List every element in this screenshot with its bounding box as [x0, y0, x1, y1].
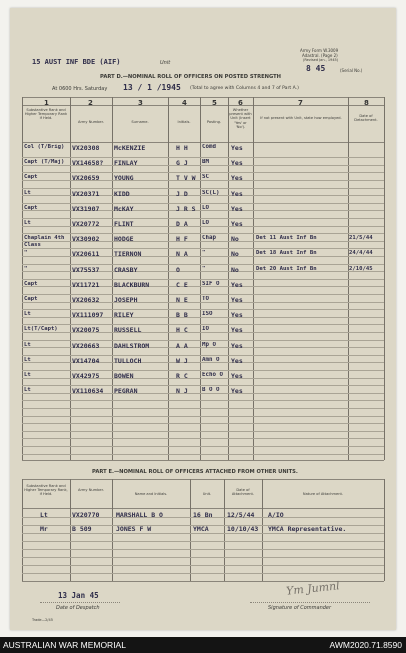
col-header-posting: Posting.	[206, 120, 222, 124]
cell-rank: Col (T/Brig)	[24, 144, 65, 150]
signature-label: Signature of Commander	[268, 605, 332, 611]
cell-surname: McKENZIE	[114, 144, 146, 152]
cell-initials: J D	[176, 189, 188, 198]
cell-present: Yes	[231, 174, 243, 183]
cell-employment: Det 11 Aust Inf Bn	[256, 235, 317, 242]
cell-detachment-date: 21/5/44	[349, 235, 373, 242]
e-cell-army-number: VX20770	[72, 511, 100, 519]
cell-posting: "	[202, 250, 206, 257]
cell-posting: Chap	[202, 235, 216, 242]
cell-surname: BOWEN	[114, 372, 134, 380]
cell-posting: B O O	[202, 387, 220, 394]
col-number-1: 1	[44, 99, 49, 107]
cell-rank: Capt	[24, 204, 38, 211]
col-number-6: 6	[238, 99, 243, 107]
cell-present: Yes	[231, 356, 243, 365]
cell-present: Yes	[231, 387, 243, 396]
col-number-5: 5	[212, 99, 217, 107]
cell-initials: B B	[176, 311, 188, 320]
at-prefix: At 0600 Hrs. Saturday	[52, 86, 108, 92]
cell-rank: Lt	[24, 341, 31, 348]
cell-rank: Lt(T/Capt)	[24, 326, 58, 333]
cell-surname: KIDD	[114, 189, 130, 198]
cell-present: Yes	[231, 189, 243, 198]
cell-rank: "	[24, 265, 28, 272]
cell-rank: "	[24, 250, 28, 257]
cell-rank: Lt	[24, 311, 31, 318]
cell-rank: Lt	[24, 356, 31, 363]
cell-initials: G J	[176, 159, 188, 168]
cell-army-number: VX110634	[72, 387, 104, 396]
cell-present: No	[231, 265, 239, 274]
cell-initials: N J	[176, 387, 188, 396]
cell-army-number: VX31907	[72, 204, 100, 213]
cell-army-number: VX11721	[72, 280, 100, 289]
col-number-3: 3	[138, 99, 143, 107]
cell-present: Yes	[231, 311, 243, 320]
cell-posting: TO	[202, 296, 209, 302]
e-header-nature: Nature of Attachment.	[302, 492, 344, 496]
cell-present: Yes	[231, 204, 243, 213]
e-cell-unit: YMCA	[193, 525, 209, 533]
cell-army-number: VX20659	[72, 174, 100, 183]
cell-present: Yes	[231, 220, 243, 228]
cell-detachment-date: 24/4/44	[349, 250, 373, 257]
cell-rank: Capt (T/Maj)	[24, 159, 65, 166]
cell-army-number: VX14658?	[72, 159, 104, 168]
cell-posting: LO	[202, 204, 209, 211]
cell-initials: H F	[176, 235, 188, 244]
cell-initials: H C	[176, 326, 188, 335]
cell-surname: YOUNG	[114, 174, 134, 183]
cell-initials: A A	[176, 341, 188, 350]
cell-surname: McKAY	[114, 204, 134, 213]
e-cell-army-number: B 509	[72, 525, 92, 533]
e-header-rank: Substantive Rank and Higher Temporary Rank, if Held.	[24, 484, 68, 497]
cell-present: Yes	[231, 326, 243, 335]
e-cell-nature: YMCA Representative.	[268, 525, 347, 533]
cell-initials: T V W	[176, 174, 196, 183]
cell-posting: Echo O	[202, 372, 223, 378]
cell-present: Yes	[231, 280, 243, 289]
e-header-army-number: Army Number.	[78, 488, 104, 492]
cell-initials: N A	[176, 250, 188, 259]
e-cell-date: 12/5/44	[227, 511, 255, 519]
cell-army-number: VX111097	[72, 311, 104, 320]
cell-surname: CRASBY	[114, 265, 138, 274]
cell-army-number: VX14704	[72, 356, 100, 365]
cell-surname: HODGE	[114, 235, 134, 244]
cell-present: Yes	[231, 372, 243, 380]
despatch-label: Date of Despatch	[56, 605, 100, 611]
col-number-4: 4	[182, 99, 187, 107]
cell-army-number: VX20772	[72, 220, 100, 228]
cell-initials: O	[176, 265, 180, 274]
cell-present: Yes	[231, 296, 243, 304]
col-header-initials: Initials.	[177, 120, 191, 124]
commander-signature: Ym Jumnl	[285, 579, 341, 598]
e-cell-nature: A/IO	[268, 511, 284, 519]
cell-army-number: VX75537	[72, 265, 100, 274]
cell-present: No	[231, 250, 239, 259]
cell-surname: DAHLSTROM	[114, 341, 150, 350]
cell-army-number: VX20632	[72, 296, 100, 304]
cell-initials: N E	[176, 296, 188, 304]
col-header-employed: If not present with Unit, state how employed.	[260, 116, 342, 120]
cell-army-number: VX20663	[72, 341, 100, 350]
cell-posting: IO	[202, 326, 209, 333]
part-d-title: PART D.—NOMINAL ROLL OF OFFICERS ON POSTED STRENGTH	[100, 74, 282, 80]
cell-army-number: VX20308	[72, 144, 100, 152]
col-header-present: Whether present with Unit (Insert 'Yes' or 'No').	[229, 108, 252, 129]
print-code: Trade—2/45	[32, 618, 53, 622]
cell-rank: Capt	[24, 174, 38, 181]
cell-initials: R C	[176, 372, 188, 380]
cell-surname: BLACKBURN	[114, 280, 150, 289]
footer-institution: AUSTRALIAN WAR MEMORIAL	[3, 640, 126, 650]
cell-army-number: VX20075	[72, 326, 100, 335]
e-cell-date: 10/10/43	[227, 525, 259, 533]
e-cell-name: MARSHALL B O	[116, 511, 163, 519]
army-form-line-1: Army Form W.3009	[300, 48, 339, 53]
cell-initials: W J	[176, 356, 188, 365]
cell-rank: Lt	[24, 372, 31, 378]
cell-posting: Comd	[202, 144, 216, 150]
cell-present: Yes	[231, 159, 243, 168]
at-date: 13 / 1 /1945	[123, 83, 181, 92]
col-header-detachment-date: Date of Detachment.	[354, 114, 378, 123]
cell-army-number: VX20371	[72, 189, 100, 198]
e-cell-rank: Mr	[40, 525, 48, 533]
cell-army-number: VX42975	[72, 372, 100, 380]
cell-posting: SC	[202, 174, 209, 181]
cell-rank: Lt	[24, 220, 31, 226]
cell-posting: SIF O	[202, 280, 220, 287]
e-header-date: Date of Attachment.	[231, 488, 255, 497]
col-number-8: 8	[364, 99, 369, 107]
unit-label: Unit	[160, 60, 171, 66]
e-header-unit: Unit.	[202, 492, 212, 496]
col-header-rank: Substantive Rank and Higher Temporary Rank if Held.	[24, 108, 68, 121]
cell-surname: JOSEPH	[114, 296, 138, 304]
cell-surname: FINLAY	[114, 159, 138, 168]
cell-posting: "	[202, 265, 206, 272]
cell-posting: LO	[202, 220, 209, 226]
cell-posting: SC(L)	[202, 189, 220, 196]
cell-surname: TIERNON	[114, 250, 142, 259]
cell-posting: ISO	[202, 311, 213, 318]
cell-rank: Capt	[24, 296, 38, 302]
cell-surname: RUSSELL	[114, 326, 142, 335]
cell-surname: TULLOCH	[114, 356, 142, 365]
serial-label: (Serial No.)	[340, 68, 363, 73]
col-header-army-number: Army Number.	[78, 120, 104, 124]
e-cell-unit: 16 Bn	[193, 511, 213, 519]
cell-initials: D A	[176, 220, 188, 228]
army-form-line-2: Adastral. (Page 2)	[302, 53, 338, 58]
cell-detachment-date: 2/10/45	[349, 265, 373, 272]
cell-posting: Amn O	[202, 356, 220, 363]
cell-rank: Chaplain 4th Class	[24, 235, 65, 248]
cell-posting: Mp O	[202, 341, 216, 348]
at-suffix: (Total to agree with Columns 4 and 7 of Part A.)	[190, 86, 299, 91]
col-number-2: 2	[88, 99, 93, 107]
cell-surname: RILEY	[114, 311, 134, 320]
cell-army-number: VX30902	[72, 235, 100, 244]
cell-initials: J R S	[176, 204, 196, 213]
cell-employment: Det 18 Aust Inf Bn	[256, 250, 317, 257]
e-cell-rank: Lt	[40, 511, 48, 519]
cell-present: Yes	[231, 341, 243, 350]
col-header-surname: Surname.	[131, 120, 149, 124]
footer-reference: AWM2020.71.8590	[329, 640, 402, 650]
cell-army-number: VX20611	[72, 250, 100, 259]
e-header-name: Name and Initials.	[134, 492, 168, 496]
cell-present: No	[231, 235, 239, 244]
despatch-date: 13 Jan 45	[58, 591, 99, 600]
document-page	[10, 8, 396, 630]
cell-surname: PEGRAN	[114, 387, 138, 396]
cell-surname: FLINT	[114, 220, 134, 228]
col-number-7: 7	[298, 99, 303, 107]
army-form-line-3: (Revised Jan., 1945)	[303, 58, 339, 62]
archive-footer	[0, 637, 406, 653]
cell-employment: Det 20 Aust Inf Bn	[256, 265, 317, 272]
serial-typed: 8 45	[306, 64, 326, 73]
cell-initials: H H	[176, 144, 188, 152]
cell-present: Yes	[231, 144, 243, 152]
cell-rank: Lt	[24, 189, 31, 196]
cell-rank: Capt	[24, 280, 38, 287]
e-cell-name: JONES F W	[116, 525, 152, 533]
unit-typed: 15 AUST INF BDE (AIF)	[32, 58, 121, 66]
cell-posting: BM	[202, 159, 209, 166]
part-e-title: PART E.—NOMINAL ROLL OF OFFICERS ATTACHED FROM OTHER UNITS.	[92, 469, 298, 475]
cell-initials: C E	[176, 280, 188, 289]
cell-rank: Lt	[24, 387, 31, 394]
